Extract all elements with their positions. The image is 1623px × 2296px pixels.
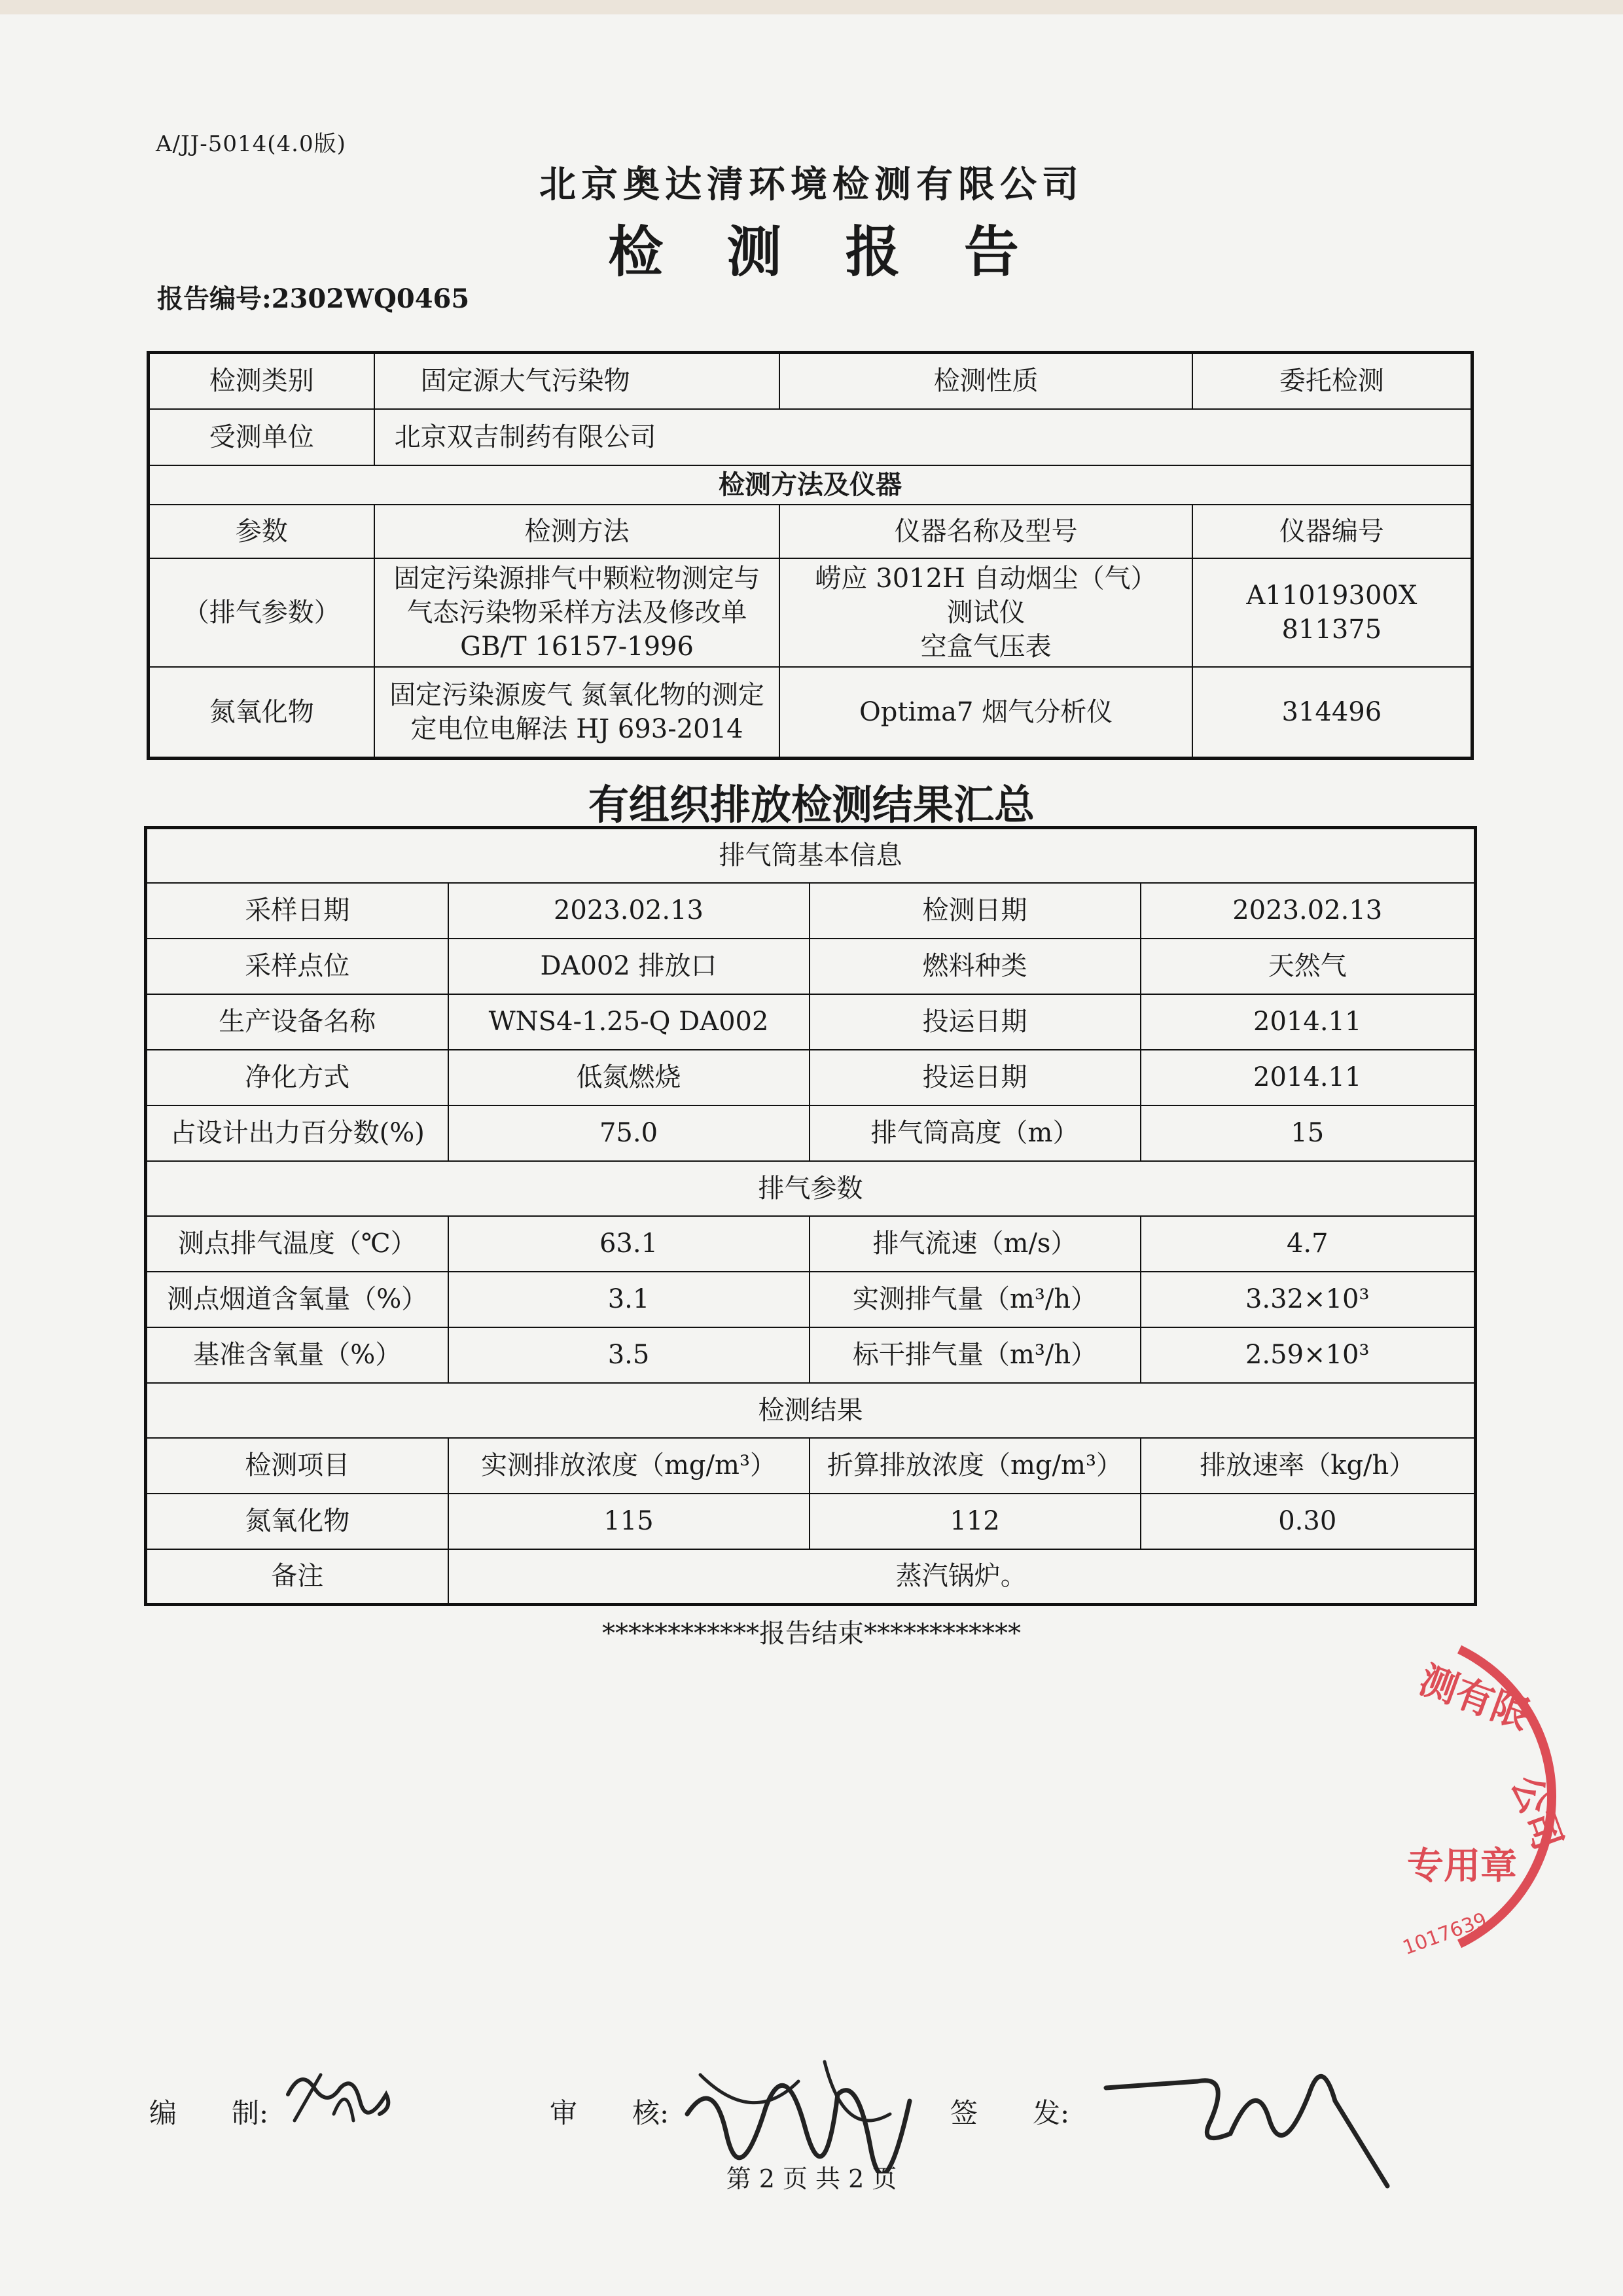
nature-value: 委托检测 <box>1192 353 1472 409</box>
table-row <box>146 1549 1476 1605</box>
reviewer-signature <box>674 2036 923 2173</box>
svg-text:测有限: 测有限 <box>1414 1657 1536 1738</box>
row-value: 2.59×10³ <box>1141 1327 1476 1383</box>
info-table <box>147 351 1474 760</box>
number-line: 811375 <box>1281 614 1382 645</box>
row-label: 排气筒高度（m） <box>810 1105 1141 1161</box>
row-label: 占设计出力百分数(%) <box>146 1105 448 1161</box>
number-cell: 314496 <box>1192 667 1472 759</box>
col-method-header: 检测方法 <box>374 505 780 558</box>
method-cell: 固定污染源排气中颗粒物测定与气态污染物采样方法及修改单 GB/T 16157-1996 <box>374 558 780 667</box>
instrument-line: 测试仪 <box>946 597 1026 628</box>
page-number: 第 2 页 共 2 页 <box>726 2164 897 2193</box>
row-label: 生产设备名称 <box>146 994 448 1050</box>
row-label: 实测排气量（m³/h） <box>810 1272 1141 1327</box>
instrument-cell <box>779 558 1192 667</box>
svg-text:专用章: 专用章 <box>1407 1845 1517 1888</box>
row-value: 低氮燃烧 <box>448 1050 810 1105</box>
table-row <box>146 828 1476 883</box>
param-cell: （排气参数） <box>149 558 374 667</box>
row-label: 投运日期 <box>810 994 1141 1050</box>
table-row <box>149 667 1472 759</box>
table-row <box>149 353 1472 409</box>
prepared-signature <box>281 2062 399 2134</box>
method-cell: 固定污染源废气 氮氧化物的测定 定电位电解法 HJ 693-2014 <box>374 667 780 759</box>
report-number: 报告编号:2302WQ0465 <box>157 283 470 314</box>
svg-text:1017639: 1017639 <box>1400 1908 1490 1960</box>
company-name: 北京奥达清环境检测有限公司 <box>539 163 1084 206</box>
result-table <box>144 826 1477 1606</box>
prepared-by-label: 编 制: <box>149 2097 269 2129</box>
report-title: 检 测 报 告 <box>608 219 1041 284</box>
row-label: 测点烟道含氧量（%） <box>146 1272 448 1327</box>
table-row <box>146 1438 1476 1494</box>
top-edge-stain <box>0 0 1623 14</box>
number-line: A11019300X <box>1246 580 1418 611</box>
col-param-header: 参数 <box>149 505 374 558</box>
company-seal-stamp <box>1387 1630 1610 1970</box>
result-header: 实测排放浓度（mg/m³） <box>448 1438 810 1494</box>
method-section-title: 检测方法及仪器 <box>149 465 1472 505</box>
table-row <box>146 883 1476 939</box>
table-row <box>146 1494 1476 1549</box>
category-label: 检测类别 <box>149 353 374 409</box>
row-label: 标干排气量（m³/h） <box>810 1327 1141 1383</box>
row-label: 排气流速（m/s） <box>810 1216 1141 1272</box>
row-value: 3.5 <box>448 1327 810 1383</box>
row-label: 检测日期 <box>810 883 1141 939</box>
instrument-line: 空盒气压表 <box>920 631 1052 662</box>
result-header: 检测项目 <box>146 1438 448 1494</box>
row-label: 燃料种类 <box>810 939 1141 994</box>
svg-text:公司: 公司 <box>1503 1769 1571 1856</box>
table-row <box>146 1216 1476 1272</box>
table-row <box>146 994 1476 1050</box>
exhaust-section-title: 排气参数 <box>146 1161 1476 1216</box>
reviewed-by-label: 审 核: <box>550 2097 669 2129</box>
row-label: 基准含氧量（%） <box>146 1327 448 1383</box>
row-value: 2023.02.13 <box>1141 883 1476 939</box>
table-row <box>149 505 1472 558</box>
nature-label: 检测性质 <box>779 353 1192 409</box>
row-value: 15 <box>1141 1105 1476 1161</box>
row-value: WNS4-1.25-Q DA002 <box>448 994 810 1050</box>
result-item: 氮氧化物 <box>146 1494 448 1549</box>
col-number-header: 仪器编号 <box>1192 505 1472 558</box>
remark-value: 蒸汽锅炉。 <box>448 1549 1476 1605</box>
param-cell: 氮氧化物 <box>149 667 374 759</box>
table-row <box>146 1327 1476 1383</box>
table-row <box>149 409 1472 465</box>
instrument-cell: Optima7 烟气分析仪 <box>779 667 1192 759</box>
table-row <box>149 465 1472 505</box>
result-measured: 115 <box>448 1494 810 1549</box>
row-value: 天然气 <box>1141 939 1476 994</box>
basic-section-title: 排气筒基本信息 <box>146 828 1476 883</box>
instrument-line: 崂应 3012H 自动烟尘（气） <box>815 563 1157 594</box>
row-label: 采样点位 <box>146 939 448 994</box>
row-label: 测点排气温度（℃） <box>146 1216 448 1272</box>
row-value: 4.7 <box>1141 1216 1476 1272</box>
result-header: 排放速率（kg/h） <box>1141 1438 1476 1494</box>
row-label: 投运日期 <box>810 1050 1141 1105</box>
unit-label: 受测单位 <box>149 409 374 465</box>
table-row <box>146 1383 1476 1438</box>
row-value: 2014.11 <box>1141 994 1476 1050</box>
category-value: 固定源大气污染物 <box>374 353 780 409</box>
row-value: 2014.11 <box>1141 1050 1476 1105</box>
row-label: 采样日期 <box>146 883 448 939</box>
col-instrument-header: 仪器名称及型号 <box>779 505 1192 558</box>
row-value: 2023.02.13 <box>448 883 810 939</box>
table-row <box>146 1272 1476 1327</box>
row-value: 63.1 <box>448 1216 810 1272</box>
table-row <box>149 558 1472 667</box>
result-converted: 112 <box>810 1494 1141 1549</box>
row-value: 3.1 <box>448 1272 810 1327</box>
remark-label: 备注 <box>146 1549 448 1605</box>
issued-by-label: 签 发: <box>950 2097 1070 2129</box>
unit-value: 北京双吉制药有限公司 <box>374 409 1472 465</box>
table-row <box>146 1050 1476 1105</box>
number-cell <box>1192 558 1472 667</box>
result-header: 折算排放浓度（mg/m³） <box>810 1438 1141 1494</box>
table-row <box>146 1105 1476 1161</box>
table-row <box>146 1161 1476 1216</box>
result-rate: 0.30 <box>1141 1494 1476 1549</box>
row-value: 75.0 <box>448 1105 810 1161</box>
report-end-line: ************报告结束************ <box>602 1619 1021 1649</box>
document-code: A/JJ-5014(4.0版) <box>156 131 346 157</box>
row-value: DA002 排放口 <box>448 939 810 994</box>
row-label: 净化方式 <box>146 1050 448 1105</box>
row-value: 3.32×10³ <box>1141 1272 1476 1327</box>
table-row <box>146 939 1476 994</box>
result-section-title: 检测结果 <box>146 1383 1476 1438</box>
summary-title: 有组织排放检测结果汇总 <box>588 781 1035 829</box>
